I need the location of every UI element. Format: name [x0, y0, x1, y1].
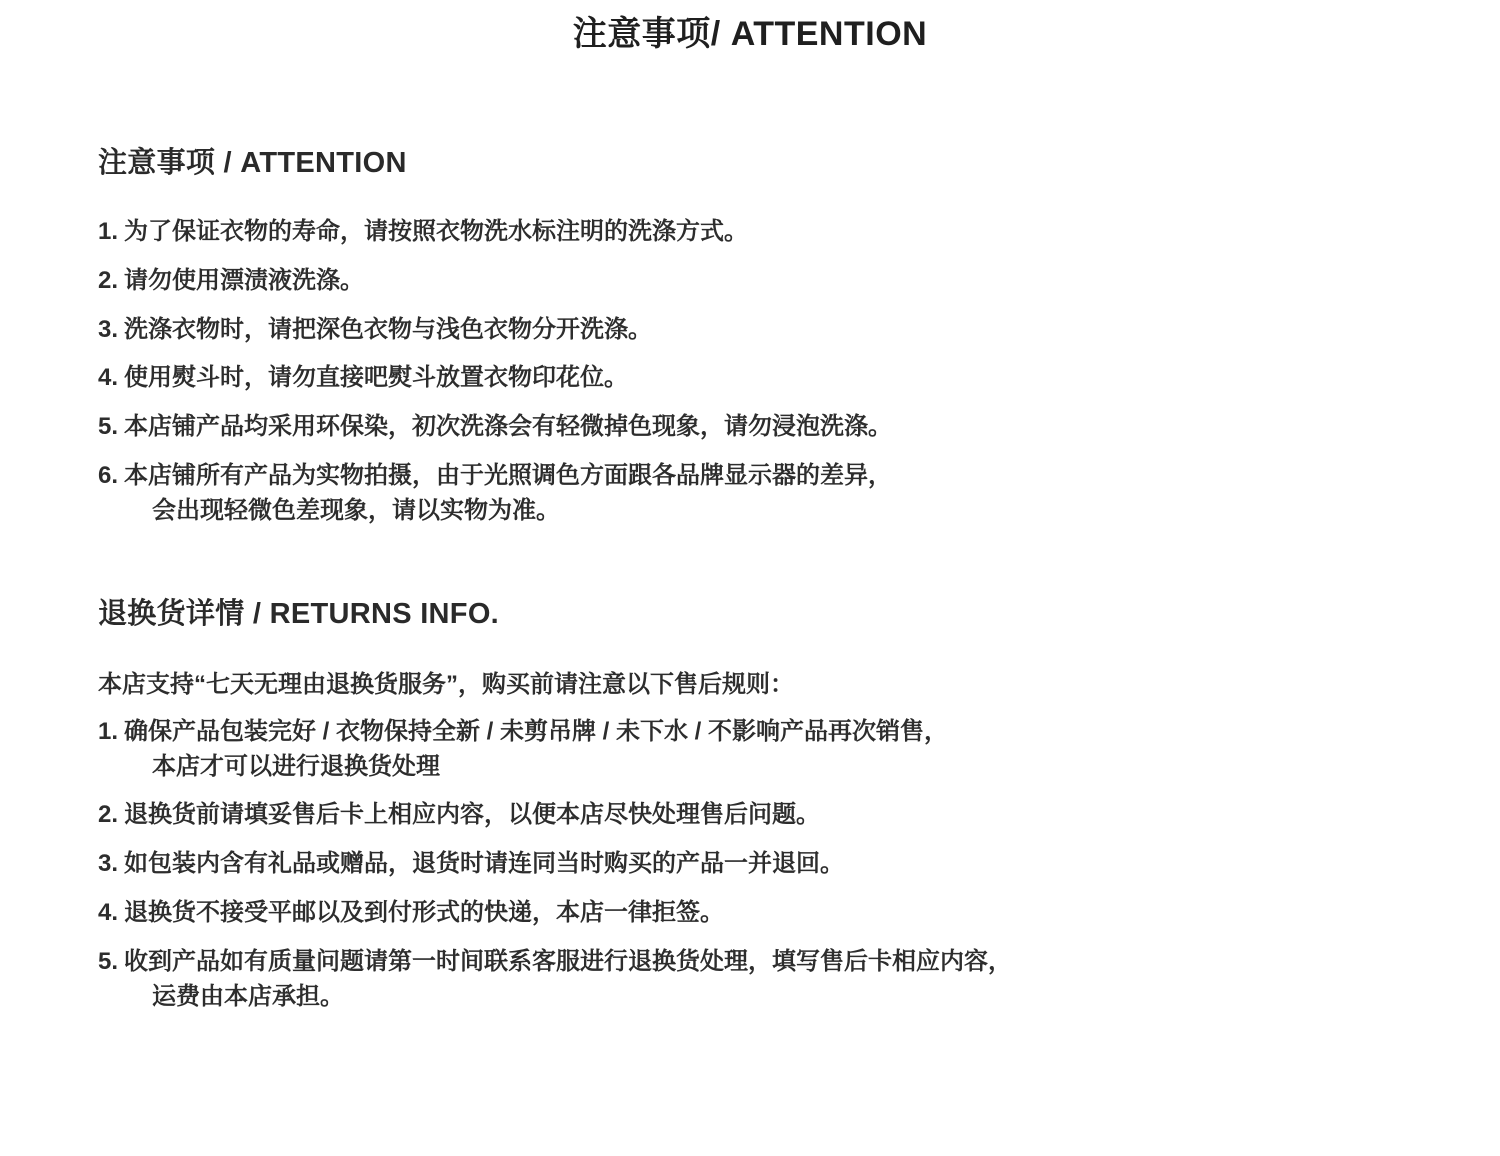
- list-item: [98, 945, 1278, 1015]
- list-item: [98, 459, 1278, 529]
- section-heading-attention: 注意事项 / ATTENTION: [98, 147, 407, 179]
- list-item: [98, 264, 1278, 299]
- list-item-line-1: 本店铺所有产品为实物拍摄，由于光照调色方面跟各品牌显示器的差异，: [124, 461, 892, 489]
- document-body: [98, 140, 1278, 1028]
- list-item-number: 2.: [98, 801, 119, 829]
- list-item: [98, 798, 1278, 833]
- list-item-text: 退换货不接受平邮以及到付形式的快递，本店一律拒签。: [124, 898, 724, 926]
- list-item-line-2: 本店才可以进行退换货处理: [152, 752, 440, 780]
- list-item-number: 4.: [98, 364, 119, 392]
- list-item-number: 3.: [98, 315, 119, 343]
- list-item: [98, 361, 1278, 396]
- list-item-line-2: 会出现轻微色差现象，请以实物为准。: [152, 496, 560, 524]
- list-item-number: 1.: [98, 218, 119, 245]
- list-item-text: [124, 715, 1278, 785]
- returns-intro: 本店支持“七天无理由退换货服务”，购买前请注意以下售后规则：: [98, 670, 794, 698]
- section-returns: [98, 591, 1278, 1015]
- list-item-line-2: 运费由本店承担。: [152, 982, 344, 1010]
- list-item-text: [124, 459, 1278, 529]
- list-item: [98, 715, 1278, 785]
- attention-list: [98, 215, 1278, 529]
- list-item-number: 4.: [98, 898, 119, 926]
- list-item-text: 洗涤衣物时，请把深色衣物与浅色衣物分开洗涤。: [124, 315, 652, 343]
- list-item-number: 3.: [98, 850, 119, 878]
- list-item-number: 6.: [98, 461, 119, 489]
- list-item-line-1: 确保产品包装完好 / 衣物保持全新 / 未剪吊牌 / 未下水 / 不影响产品再次销售，: [124, 717, 949, 745]
- list-item-number: 1.: [98, 717, 119, 745]
- list-item: [98, 847, 1278, 882]
- section-heading-returns: 退换货详情 / RETURNS INFO.: [98, 597, 500, 630]
- page-title: 注意事项/ ATTENTION: [572, 15, 928, 53]
- list-item: [98, 313, 1278, 348]
- list-item-text: [124, 945, 1278, 1015]
- list-item-number: 5.: [98, 413, 119, 441]
- list-item-text: 为了保证衣物的寿命，请按照衣物洗水标注明的洗涤方式。: [124, 218, 748, 245]
- list-item: [98, 215, 1278, 250]
- list-item-text: 使用熨斗时，请勿直接吧熨斗放置衣物印花位。: [124, 364, 628, 392]
- list-item-line-1: 收到产品如有质量问题请第一时间联系客服进行退换货处理，填写售后卡相应内容，: [124, 947, 1012, 975]
- returns-list: [98, 715, 1278, 1015]
- list-item: [98, 896, 1278, 931]
- list-item-number: 2.: [98, 266, 119, 294]
- list-item-number: 5.: [98, 947, 119, 975]
- list-item-text: 如包装内含有礼品或赠品，退货时请连同当时购买的产品一并退回。: [124, 850, 844, 878]
- list-item-text: 本店铺产品均采用环保染，初次洗涤会有轻微掉色现象，请勿浸泡洗涤。: [124, 413, 892, 441]
- list-item: [98, 410, 1278, 445]
- list-item-text: 退换货前请填妥售后卡上相应内容，以便本店尽快处理售后问题。: [124, 801, 820, 829]
- section-attention: [98, 140, 1278, 529]
- list-item-text: 请勿使用漂渍液洗涤。: [124, 266, 364, 294]
